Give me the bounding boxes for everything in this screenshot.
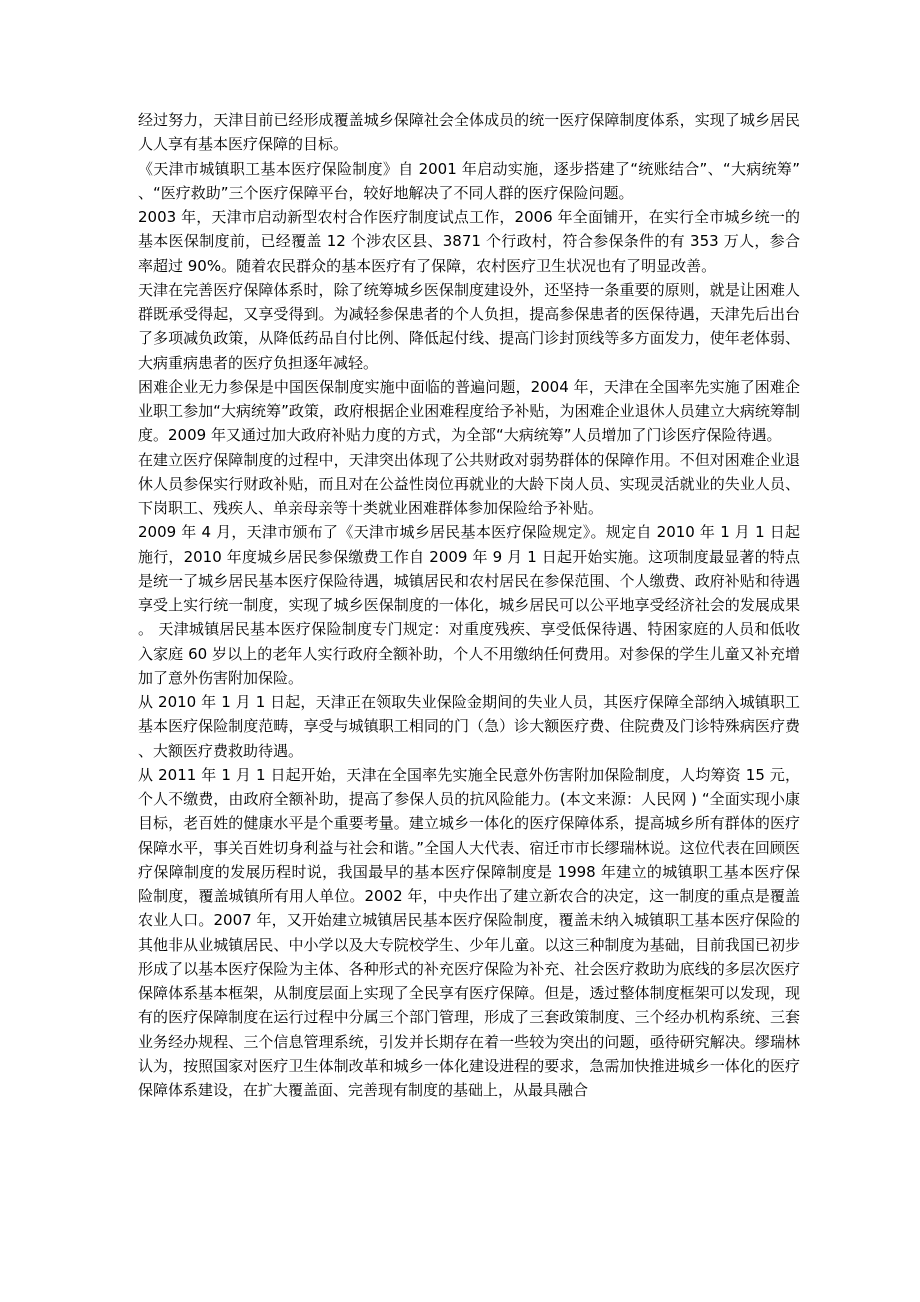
document-page bbox=[138, 108, 800, 1102]
paragraph-public-finance-subsidy: 在建立医疗保障制度的过程中，天津突出体现了公共财政对弱势群体的保障作用。不但对困难企业退休人员参保实行财政补贴，而且对在公益性岗位再就业的大龄下岗人员、实现灵活就业的失业人员、下岗职工、残疾人、单亲母亲等十类就业困难群体参加保险给予补贴。 bbox=[138, 450, 800, 517]
paragraph-integrated-system: 经过努力，天津目前已经形成覆盖城乡保障社会全体成员的统一医疗保障制度体系，实现了城乡居民人人享有基本医疗保障的目标。 bbox=[138, 111, 800, 154]
paragraph-2009-regulation: 2009 年 4 月，天津市颁布了《天津市城乡居民基本医疗保险规定》。规定自 2010 年 1 月 1 日起施行，2010 年度城乡居民参保缴费工作自 2009 年 9 月 1 日起开始实施。这项制度最显著的特点是统一了城乡居民基本医疗保险待遇，城镇居民和农村居民在参保范围、个人缴费、政府补贴和待遇享受上实行统一制度，实现了城乡医保制度的一体化，城乡居民可以公平地享受经济社会的发展成果。 天津城镇居民基本医疗保险制度专门规定：对重度残疾、享受低保待遇、特困家庭的人员和低收入家庭 60 岁以上的老年人实行政府全额补助，个人不用缴纳任何费用。对参保的学生儿童又补充增加了意外伤害附加保险。 bbox=[138, 523, 800, 687]
paragraph-2010-unemployed: 从 2010 年 1 月 1 日起，天津正在领取失业保险金期间的失业人员，其医疗保障全部纳入城镇职工基本医疗保险制度范畴，享受与城镇职工相同的门（急）诊大额医疗费、住院费及门诊特殊病医疗费、大额医疗费救助待遇。 bbox=[138, 693, 800, 760]
paragraph-burden-reduction: 天津在完善医疗保障体系时，除了统筹城乡医保制度建设外，还坚持一条重要的原则，就是让困难人群既承受得起，又享受得到。为减轻参保患者的个人负担，提高参保患者的医保待遇，天津先后出台了多项减负政策，从降低药品自付比例、降低起付线、提高门诊封顶线等多方面发力，使年老体弱、大病重病患者的医疗负担逐年减轻。 bbox=[138, 280, 800, 372]
paragraph-2003-rural-cooperative: 2003 年，天津市启动新型农村合作医疗制度试点工作，2006 年全面铺开，在实行全市城乡统一的基本医保制度前，已经覆盖 12 个涉农区县、3871 个行政村，符合参保条件的有 353 万人，参合率超过 90%。随着农民群众的基本医疗有了保障，农村医疗卫生状况也有了明显改善。 bbox=[138, 208, 800, 275]
paragraph-2011-accident-insurance: 从 2011 年 1 月 1 日起开始，天津在全国率先实施全民意外伤害附加保险制度，人均筹资 15 元，个人不缴费，由政府全额补助，提高了参保人员的抗风险能力。(本文来源：人民网 ) “全面实现小康目标，老百姓的健康水平是个重要考量。建立城乡一体化的医疗保障体系，提高城乡所有群体的医疗保障水平，事关百姓切身利益与社会和谐。”全国人大代表、宿迁市市长缪瑞林说。这位代表在回顾医疗保障制度的发展历程时说，我国最早的基本医疗保障制度是 1998 年建立的城镇职工基本医疗保险制度，覆盖城镇所有用人单位。2002 年，中央作出了建立新农合的决定，这一制度的重点是覆盖农业人口。2007 年，又开始建立城镇居民基本医疗保险制度，覆盖未纳入城镇职工基本医疗保险的其他非从业城镇居民、中小学以及大专院校学生、少年儿童。以这三种制度为基础，目前我国已初步形成了以基本医疗保险为主体、各种形式的补充医疗保险为补充、社会医疗救助为底线的多层次医疗保障体系基本框架，从制度层面上实现了全民享有医疗保障。但是，透过整体制度框架可以发现，现有的医疗保障制度在运行过程中分属三个部门管理，形成了三套政策制度、三个经办机构系统、三套业务经办规程、三个信息管理系统，引发并长期存在着一些较为突出的问题，亟待研究解决。缪瑞林认为，按照国家对医疗卫生体制改革和城乡一体化建设进程的要求，急需加快推进城乡一体化的医疗保障体系建设，在扩大覆盖面、完善现有制度的基础上，从最具融合 bbox=[138, 765, 800, 1099]
paragraph-2001-employee-insurance: 《天津市城镇职工基本医疗保险制度》自 2001 年启动实施，逐步搭建了“统账结合”、“大病统筹”、“医疗救助”三个医疗保障平台，较好地解决了不同人群的医疗保险问题。 bbox=[138, 159, 800, 202]
paragraph-difficult-enterprises: 困难企业无力参保是中国医保制度实施中面临的普遍问题，2004 年，天津在全国率先实施了困难企业职工参加“大病统筹”政策，政府根据企业困难程度给予补贴，为困难企业退休人员建立大病统筹制度。2009 年又通过加大政府补贴力度的方式，为全部“大病统筹”人员增加了门诊医疗保险待遇。 bbox=[138, 377, 800, 445]
